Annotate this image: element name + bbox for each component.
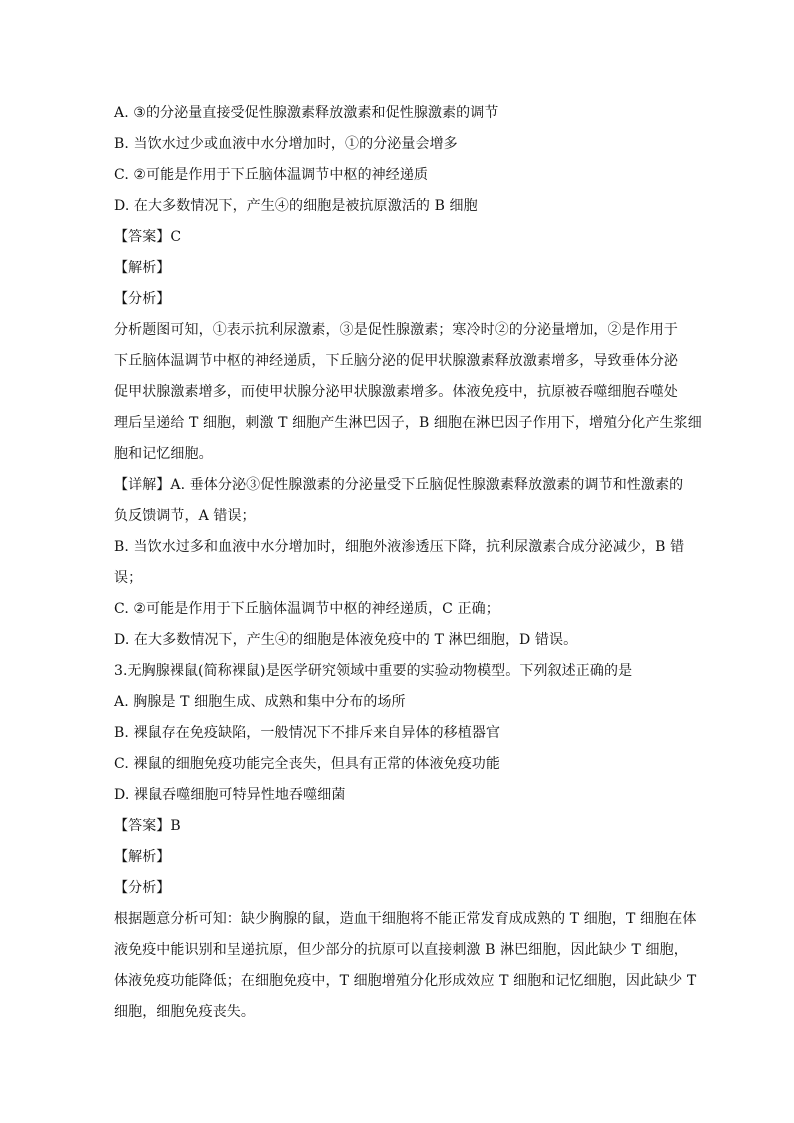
analysis-text-q3: 体液免疫功能降低；在细胞免疫中，T 细胞增殖分化形成效应 T 细胞和记忆细胞，因此缺少 T [114,973,697,989]
question-3-stem: 3.无胸腺裸鼠(简称裸鼠)是医学研究领域中重要的实验动物模型。下列叙述正确的是 [114,663,633,679]
answer-label-q2: 【答案】C [114,229,182,245]
answer-label-q3: 【答案】B [114,818,181,834]
analysis-text-q2: 胞和记忆细胞。 [114,446,213,462]
detail-text-q2: D. 在大多数情况下，产生④的细胞是体液免疫中的 T 淋巴细胞，D 错误。 [114,632,578,648]
analysis-text-q2: 下丘脑体温调节中枢的神经递质，下丘脑分泌的促甲状腺激素释放激素增多，导致垂体分泌 [114,353,678,369]
detail-text-q2: 误； [114,570,143,586]
analysis-text-q3: 根据题意分析可知：缺少胸腺的鼠，造血干细胞将不能正常发育成成熟的 T 细胞，T 细胞在体 [114,911,697,927]
option-a-q3: A. 胸腺是 T 细胞生成、成熟和集中分布的场所 [114,694,406,710]
option-c-q2: C. ②可能是作用于下丘脑体温调节中枢的神经递质 [114,167,429,183]
analysis-text-q2: 理后呈递给 T 细胞，刺激 T 细胞产生淋巴因子，B 细胞在淋巴因子作用下，增殖分化产生浆细 [114,415,702,431]
detail-text-q2: C. ②可能是作用于下丘脑体温调节中枢的神经递质，C 正确； [114,601,500,617]
explanation-heading-q2: 【解析】 [114,260,171,276]
option-b-q3: B. 裸鼠存在免疫缺陷，一般情况下不排斥来自异体的移植器官 [114,725,501,741]
option-b-q2: B. 当饮水过少或血液中水分增加时，①的分泌量会增多 [114,136,458,152]
analysis-text-q3: 液免疫中能识别和呈递抗原，但少部分的抗原可以直接刺激 B 淋巴细胞，因此缺少 T 细胞， [114,942,688,958]
analysis-text-q2: 分析题图可知，①表示抗利尿激素，③是促性腺激素；寒冷时②的分泌量增加，②是作用于 [114,322,678,338]
option-d-q3: D. 裸鼠吞噬细胞可特异性地吞噬细菌 [114,787,346,803]
detail-text-q2: B. 当饮水过多和血液中水分增加时，细胞外液渗透压下降，抗利尿激素合成分泌减少，B 错 [114,539,685,555]
explanation-heading-q3: 【解析】 [114,849,171,865]
analysis-heading-q3: 【分析】 [114,880,171,896]
option-d-q2: D. 在大多数情况下，产生④的细胞是被抗原激活的 B 细胞 [114,198,478,214]
analysis-text-q3: 细胞，细胞免疫丧失。 [114,1004,255,1020]
detail-text-q2: 负反馈调节，A 错误； [114,508,256,524]
analysis-text-q2: 促甲状腺激素增多，而使甲状腺分泌甲状腺激素增多。体液免疫中，抗原被吞噬细胞吞噬处 [114,384,678,400]
option-c-q3: C. 裸鼠的细胞免疫功能完全丧失，但具有正常的体液免疫功能 [114,756,501,772]
detail-text-q2: 【详解】A. 垂体分泌③促性腺激素的分泌量受下丘脑促性腺激素释放激素的调节和性激素的 [114,477,684,493]
analysis-heading-q2: 【分析】 [114,291,171,307]
option-a-q2: A. ③的分泌量直接受促性腺激素释放激素和促性腺激素的调节 [114,105,499,121]
